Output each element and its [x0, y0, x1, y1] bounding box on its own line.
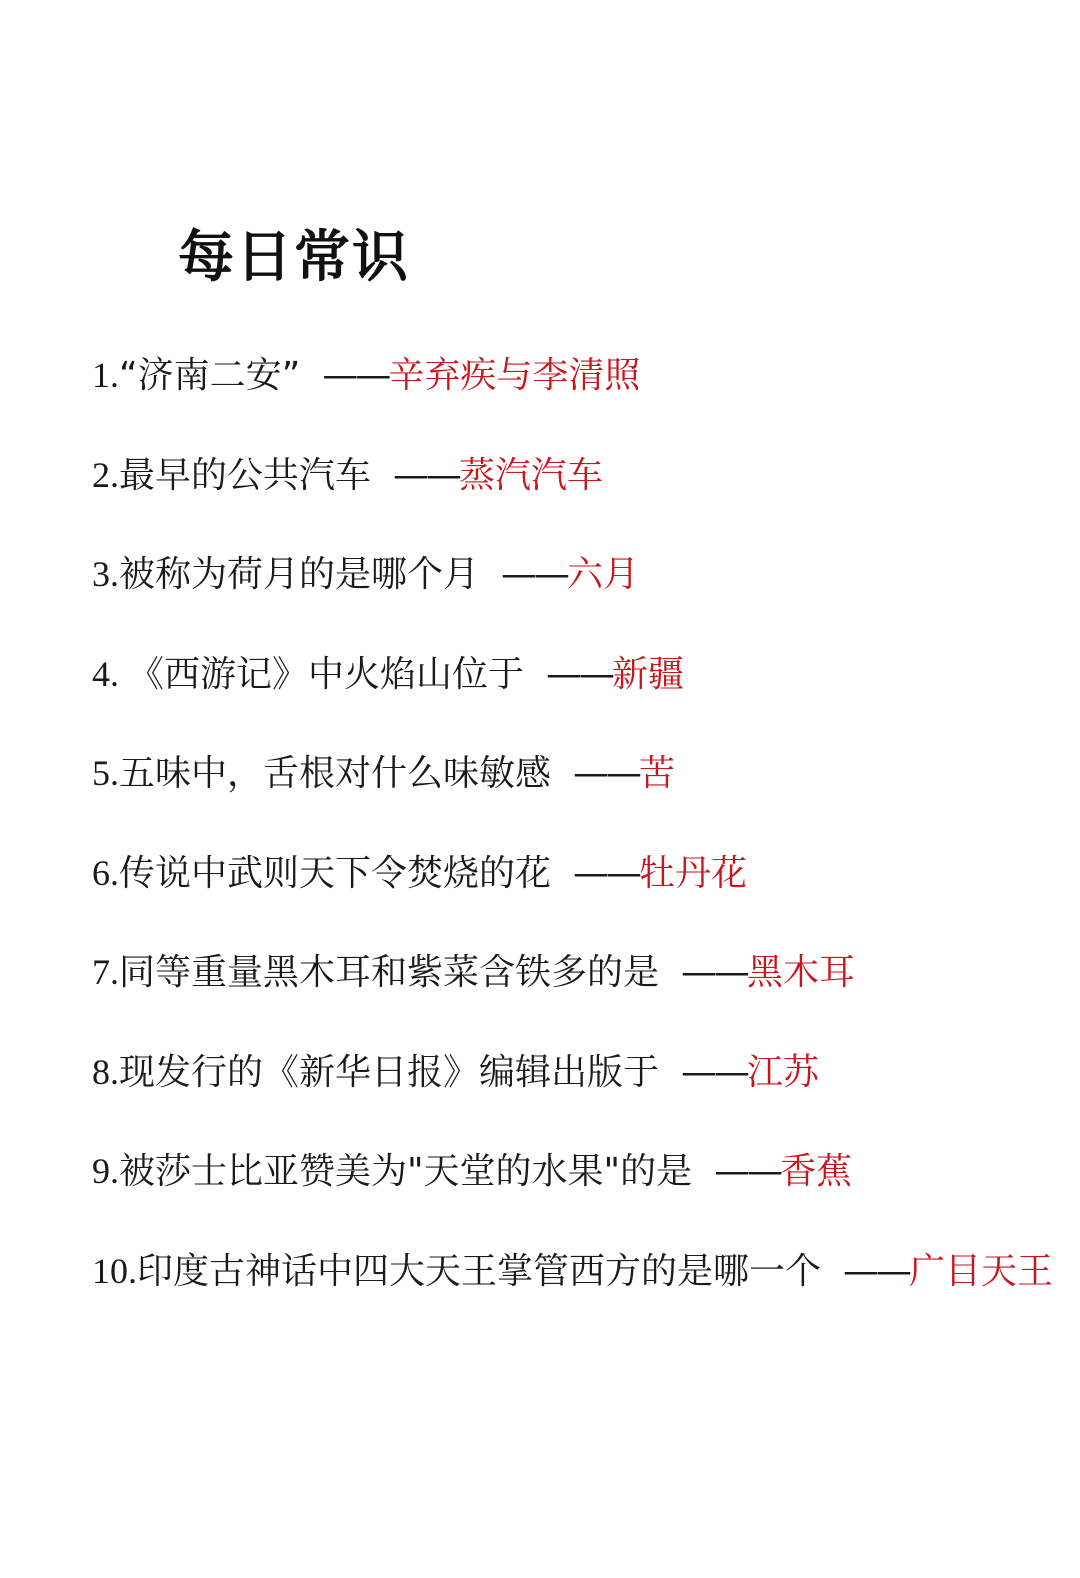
item-dash: —— — [501, 554, 568, 595]
item-answer: 香蕉 — [780, 1151, 853, 1192]
item-dash: —— — [573, 852, 640, 894]
item-answer: 辛弃疾与李清照 — [388, 355, 641, 396]
item-question: 被莎士比亚赞美为"天堂的水果"的是 — [119, 1151, 693, 1192]
item-question: 被称为荷月的是哪个月 — [119, 554, 480, 595]
item-answer: 牡丹花 — [639, 852, 748, 894]
item-question: 《西游记》中火焰山位于 — [128, 653, 525, 695]
list-item — [92, 426, 1062, 526]
item-answer: 广目天王 — [909, 1250, 1054, 1292]
item-number: 6. — [92, 852, 119, 893]
list-item — [92, 824, 1062, 924]
item-dash: —— — [681, 1051, 748, 1093]
item-number: 5. — [92, 753, 119, 793]
item-answer: 苦 — [639, 753, 676, 794]
page-title: 每日常识 — [178, 225, 410, 290]
item-question: 最早的公共汽车 — [119, 454, 372, 496]
list-item — [92, 1023, 1062, 1123]
item-question: “济南二安” — [119, 355, 301, 396]
item-question: 传说中武则天下令焚烧的花 — [119, 852, 552, 894]
item-number: 7. — [92, 952, 119, 992]
list-item — [92, 724, 1062, 824]
item-dash: —— — [843, 1250, 910, 1292]
item-answer: 六月 — [567, 554, 640, 595]
item-number: 3. — [92, 554, 119, 594]
item-number: 4. — [92, 653, 128, 694]
item-answer: 黑木耳 — [747, 952, 856, 993]
trivia-list — [92, 326, 1062, 1321]
list-item — [92, 923, 1062, 1023]
item-dash: —— — [714, 1151, 781, 1192]
item-number: 10. — [92, 1250, 137, 1291]
item-question: 现发行的《新华日报》编辑出版于 — [119, 1051, 660, 1093]
item-dash: —— — [546, 653, 613, 695]
item-question: 印度古神话中四大天王掌管西方的是哪一个 — [137, 1250, 822, 1292]
item-dash: —— — [393, 454, 460, 496]
item-number: 1. — [92, 355, 119, 395]
item-number: 9. — [92, 1151, 119, 1191]
list-item — [92, 326, 1062, 426]
item-dash: —— — [573, 753, 640, 794]
item-answer: 蒸汽汽车 — [459, 454, 604, 496]
list-item — [92, 525, 1062, 625]
list-item — [92, 625, 1062, 725]
item-number: 2. — [92, 454, 119, 495]
item-question: 同等重量黑木耳和紫菜含铁多的是 — [119, 952, 660, 993]
item-number: 8. — [92, 1051, 119, 1092]
item-answer: 江苏 — [747, 1051, 820, 1093]
item-dash: —— — [681, 952, 748, 993]
item-question: 五味中，舌根对什么味敏感 — [119, 753, 552, 794]
list-item — [92, 1222, 1062, 1322]
item-dash: —— — [322, 355, 389, 396]
item-answer: 新疆 — [612, 653, 685, 695]
list-item — [92, 1122, 1062, 1222]
